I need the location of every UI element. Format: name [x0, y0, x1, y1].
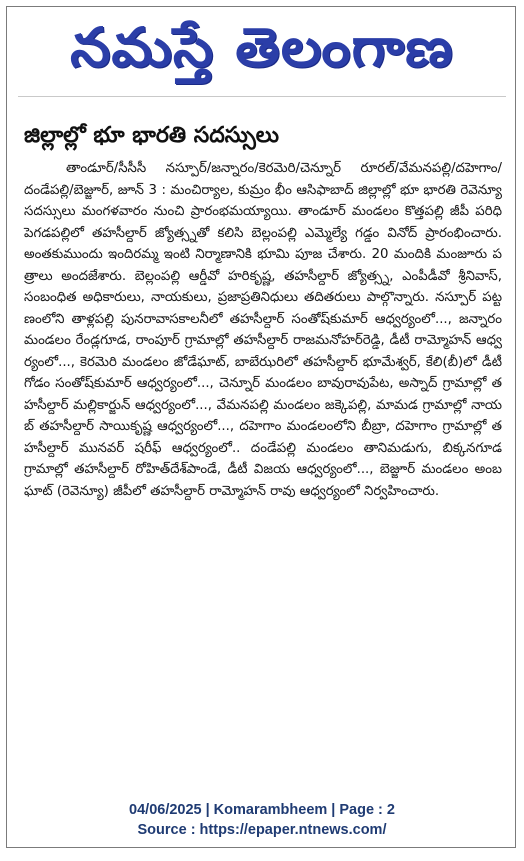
footer-separator: | [331, 802, 336, 818]
footer-edition: Komarambheem [213, 802, 328, 818]
footer-separator: | [205, 802, 210, 818]
footer-date: 04/06/2025 [129, 802, 202, 818]
newspaper-masthead [0, 6, 524, 94]
article-body: తాండూర్/సీసీసీ నస్పూర్/జన్నారం/కెరమెరి/చెన్నూర్ రూరల్/వేమనపల్లి/దహెగాం/దండేపల్లి/బెజ్జూర్, జూన్ 3 : మంచిర్యాల, కుమ్రం భీం ఆసిఫాబాద్ జిల్లాల్లో భూ భారతి రెవెన్యూ సదస్సులు మంగళవారం నుంచి ప్రారంభమయ్యాయి. తాండూర్ మండలం కొత్తపల్లి జీపీ పరిధి పెగడపల్లిలో తహసీల్దార్ జ్యోత్స్నతో కలిసి బెల్లంపల్లి ఎమ్మెల్యే గడ్డం వినోద్ ప్రారంభించారు. అంతకుముందు ఇందిరమ్మ ఇంటి నిర్మాణానికి భూమి పూజ చేశారు. 20 మందికి మంజూరు పత్రాలు అందజేశారు. బెల్లంపల్లి ఆర్డీవో హరికృష్ణ, తహసీల్దార్ జ్యోత్స్న, ఎంపీడీవో శ్రీనివాస్, సంబంధిత అధికారులు, నాయకులు, ప్రజాప్రతినిధులు తదితరులు పాల్గొన్నారు. నస్పూర్ పట్టణంలోని తాళ్లపల్లి పునరావాసకాలనీలో తహసీల్దార్ సంతోష్‌కుమార్ ఆధ్వర్యంలో..., జన్నారం మండలం రేండ్లగూడ, రాంపూర్ గ్రామాల్లో తహసీల్దార్ రాజమనోహర్‌రెడ్డి, డీటీ రామ్మోహన్ ఆధ్వర్యంలో..., కెరమెరి మండలం జోడేఘాట్, బాబేఝరిలో తహసీల్దార్ భూమేశ్వర్, కేలి(బీ)లో డీటీ గోడం సంతోష్‌కుమార్ ఆధ్వర్యంలో..., చెన్నూర్ మండలం బావురావుపేట, అస్నాద్ గ్రామాల్లో తహసీల్దార్ మల్లికార్జున్ ఆధ్వర్యంలో..., వేమనపల్లి మండలం జక్కెపల్లి, మామడ గ్రామాల్లో నాయబ్ తహసీల్దార్ సాయికృష్ణ ఆధ్వర్యంలో..., దహెగాం మండలంలోని బీబ్రా, దహెగాం గ్రామాల్లో తహసీల్దార్ మునవర్ షరీఫ్ ఆధ్వర్యంలో.. దండేపల్లి మండలం తానిమడుగు, బిక్కనగూడ గ్రామాల్లో తహసీల్దార్ రోహిత్‌దేశ్‌పాండే, డీటీ విజయ ఆధ్వర్యంలో..., బెజ్జూర్ మండలం అంబఘాట్ (రెవెన్యూ) జీపీలో తహసీల్దార్ రామ్మోహన్ రావు ఆధ్వర్యంలో నిర్వహించారు. [24, 161, 502, 499]
masthead-divider [18, 96, 506, 97]
footer-meta [0, 800, 524, 820]
article-clip [18, 120, 506, 786]
masthead-title: నమస్తే తెలంగాణ [70, 16, 454, 79]
article-headline: జిల్లాల్లో భూ భారతి సదస్సులు [24, 123, 279, 148]
footer-source[interactable]: Source : https://epaper.ntnews.com/ [137, 822, 387, 838]
footer-page: Page : 2 [339, 802, 395, 818]
